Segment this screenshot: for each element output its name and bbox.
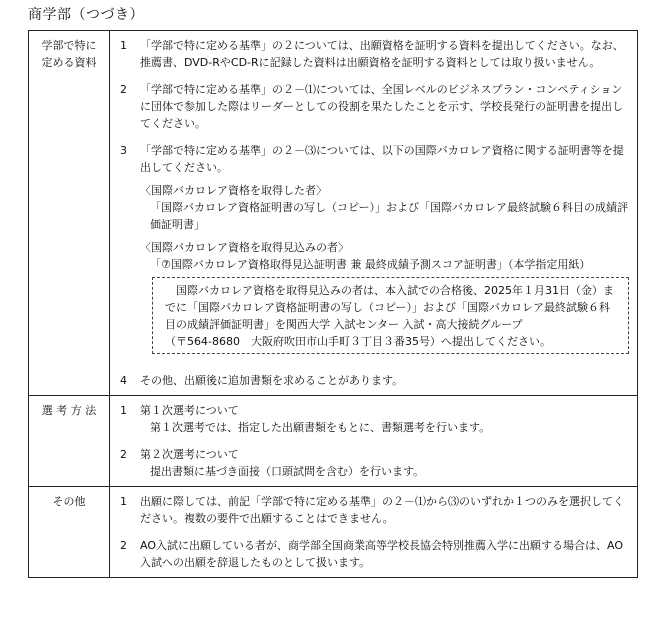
documents-item-3 bbox=[120, 142, 629, 362]
method-label: 選 考 方 法 bbox=[29, 396, 110, 487]
item-text: 「学部で特に定める基準」の２－⑴については、全国レベルのビジネスプラン・コンペティションに団体で参加した際はリーダーとしての役割を果たしたことを示す、学校長発行の証明書を提出してください。 bbox=[140, 83, 624, 130]
other-item-1 bbox=[120, 493, 629, 527]
other-content bbox=[110, 487, 638, 578]
documents-label-line2: 定める資料 bbox=[41, 56, 97, 69]
documents-row bbox=[29, 31, 638, 396]
page-heading: 商学部（つづき） bbox=[28, 7, 144, 23]
documents-label bbox=[29, 31, 110, 396]
item-title: 第１次選考について bbox=[140, 404, 239, 417]
documents-label-line1: 学部で特に bbox=[41, 39, 97, 52]
item-number: 1 bbox=[120, 39, 127, 52]
ib-expected-title: 〈国際バカロレア資格を取得見込みの者〉 bbox=[140, 241, 349, 254]
item-number: 2 bbox=[120, 83, 127, 96]
method-content bbox=[110, 396, 638, 487]
item-number: 2 bbox=[120, 539, 127, 552]
ib-expected-text: 「⑦国際バカロレア資格取得見込証明書 兼 最終成績予測スコア証明書」（本学指定用紙） bbox=[150, 258, 591, 271]
requirements-table bbox=[28, 30, 638, 578]
documents-item-4 bbox=[120, 372, 629, 389]
method-item-2 bbox=[120, 446, 629, 480]
item-number: 4 bbox=[120, 374, 127, 387]
item-text: 提出書類に基づき面接（口頭試問を含む）を行います。 bbox=[150, 465, 425, 478]
item-number: 1 bbox=[120, 495, 127, 508]
item-text: 「学部で特に定める基準」の２－⑶については、以下の国際バカロレア資格に関する証明書等を提出してください。 bbox=[140, 144, 624, 174]
other-item-2 bbox=[120, 537, 629, 571]
item-number: 3 bbox=[120, 144, 127, 157]
other-label: その他 bbox=[29, 487, 110, 578]
item-text: その他、出願後に追加書類を求めることがあります。 bbox=[140, 374, 404, 387]
item-body bbox=[140, 446, 629, 480]
ib-acquired-text: 「国際バカロレア資格証明書の写し（コピー）」および「国際バカロレア最終試験６科目の成績評価証明書」 bbox=[150, 201, 629, 231]
item-text: 「学部で特に定める基準」の２については、出願資格を証明する資料を提出してください。なお、推薦書、DVD-RやCD-Rに記録した資料は出願資格を証明する資料としては取り扱いません。 bbox=[140, 39, 624, 69]
ib-acquired-title: 〈国際バカロレア資格を取得した者〉 bbox=[140, 184, 327, 197]
ib-notice-text: 国際バカロレア資格を取得見込みの者は、本入試での合格後、2025年１月31日（金）までに「国際バカロレア資格証明書の写し（コピー）」および「国際バカロレア最終試験６科目の成績評価証明書」を関西大学 入試センター 入試・高大接続グループ bbox=[165, 284, 614, 331]
item-text: 第１次選考では、指定した出願書類をもとに、書類選考を行います。 bbox=[150, 421, 491, 434]
method-item-1 bbox=[120, 402, 629, 436]
item-text: 出願に際しては、前記「学部で特に定める基準」の２－⑴から⑶のいずれか１つのみを選択してください。複数の要件で出願することはできません。 bbox=[140, 495, 624, 525]
item-number: 2 bbox=[120, 448, 127, 461]
item-number: 1 bbox=[120, 404, 127, 417]
ib-notice-address: （〒564-8680 大阪府吹田市山手町３丁目３番35号）へ提出してください。 bbox=[165, 335, 551, 348]
documents-item-1 bbox=[120, 37, 629, 71]
item-title: 第２次選考について bbox=[140, 448, 239, 461]
documents-item-2 bbox=[120, 81, 629, 132]
ib-notice-box bbox=[152, 277, 629, 354]
item-text: AO入試に出願している者が、商学部全国商業高等学校長協会特別推薦入学に出願する場合は、AO入試への出願を辞退したものとして扱います。 bbox=[140, 539, 623, 569]
other-row bbox=[29, 487, 638, 578]
documents-content bbox=[110, 31, 638, 396]
item-body bbox=[140, 402, 629, 436]
item-body bbox=[140, 142, 629, 362]
method-row bbox=[29, 396, 638, 487]
